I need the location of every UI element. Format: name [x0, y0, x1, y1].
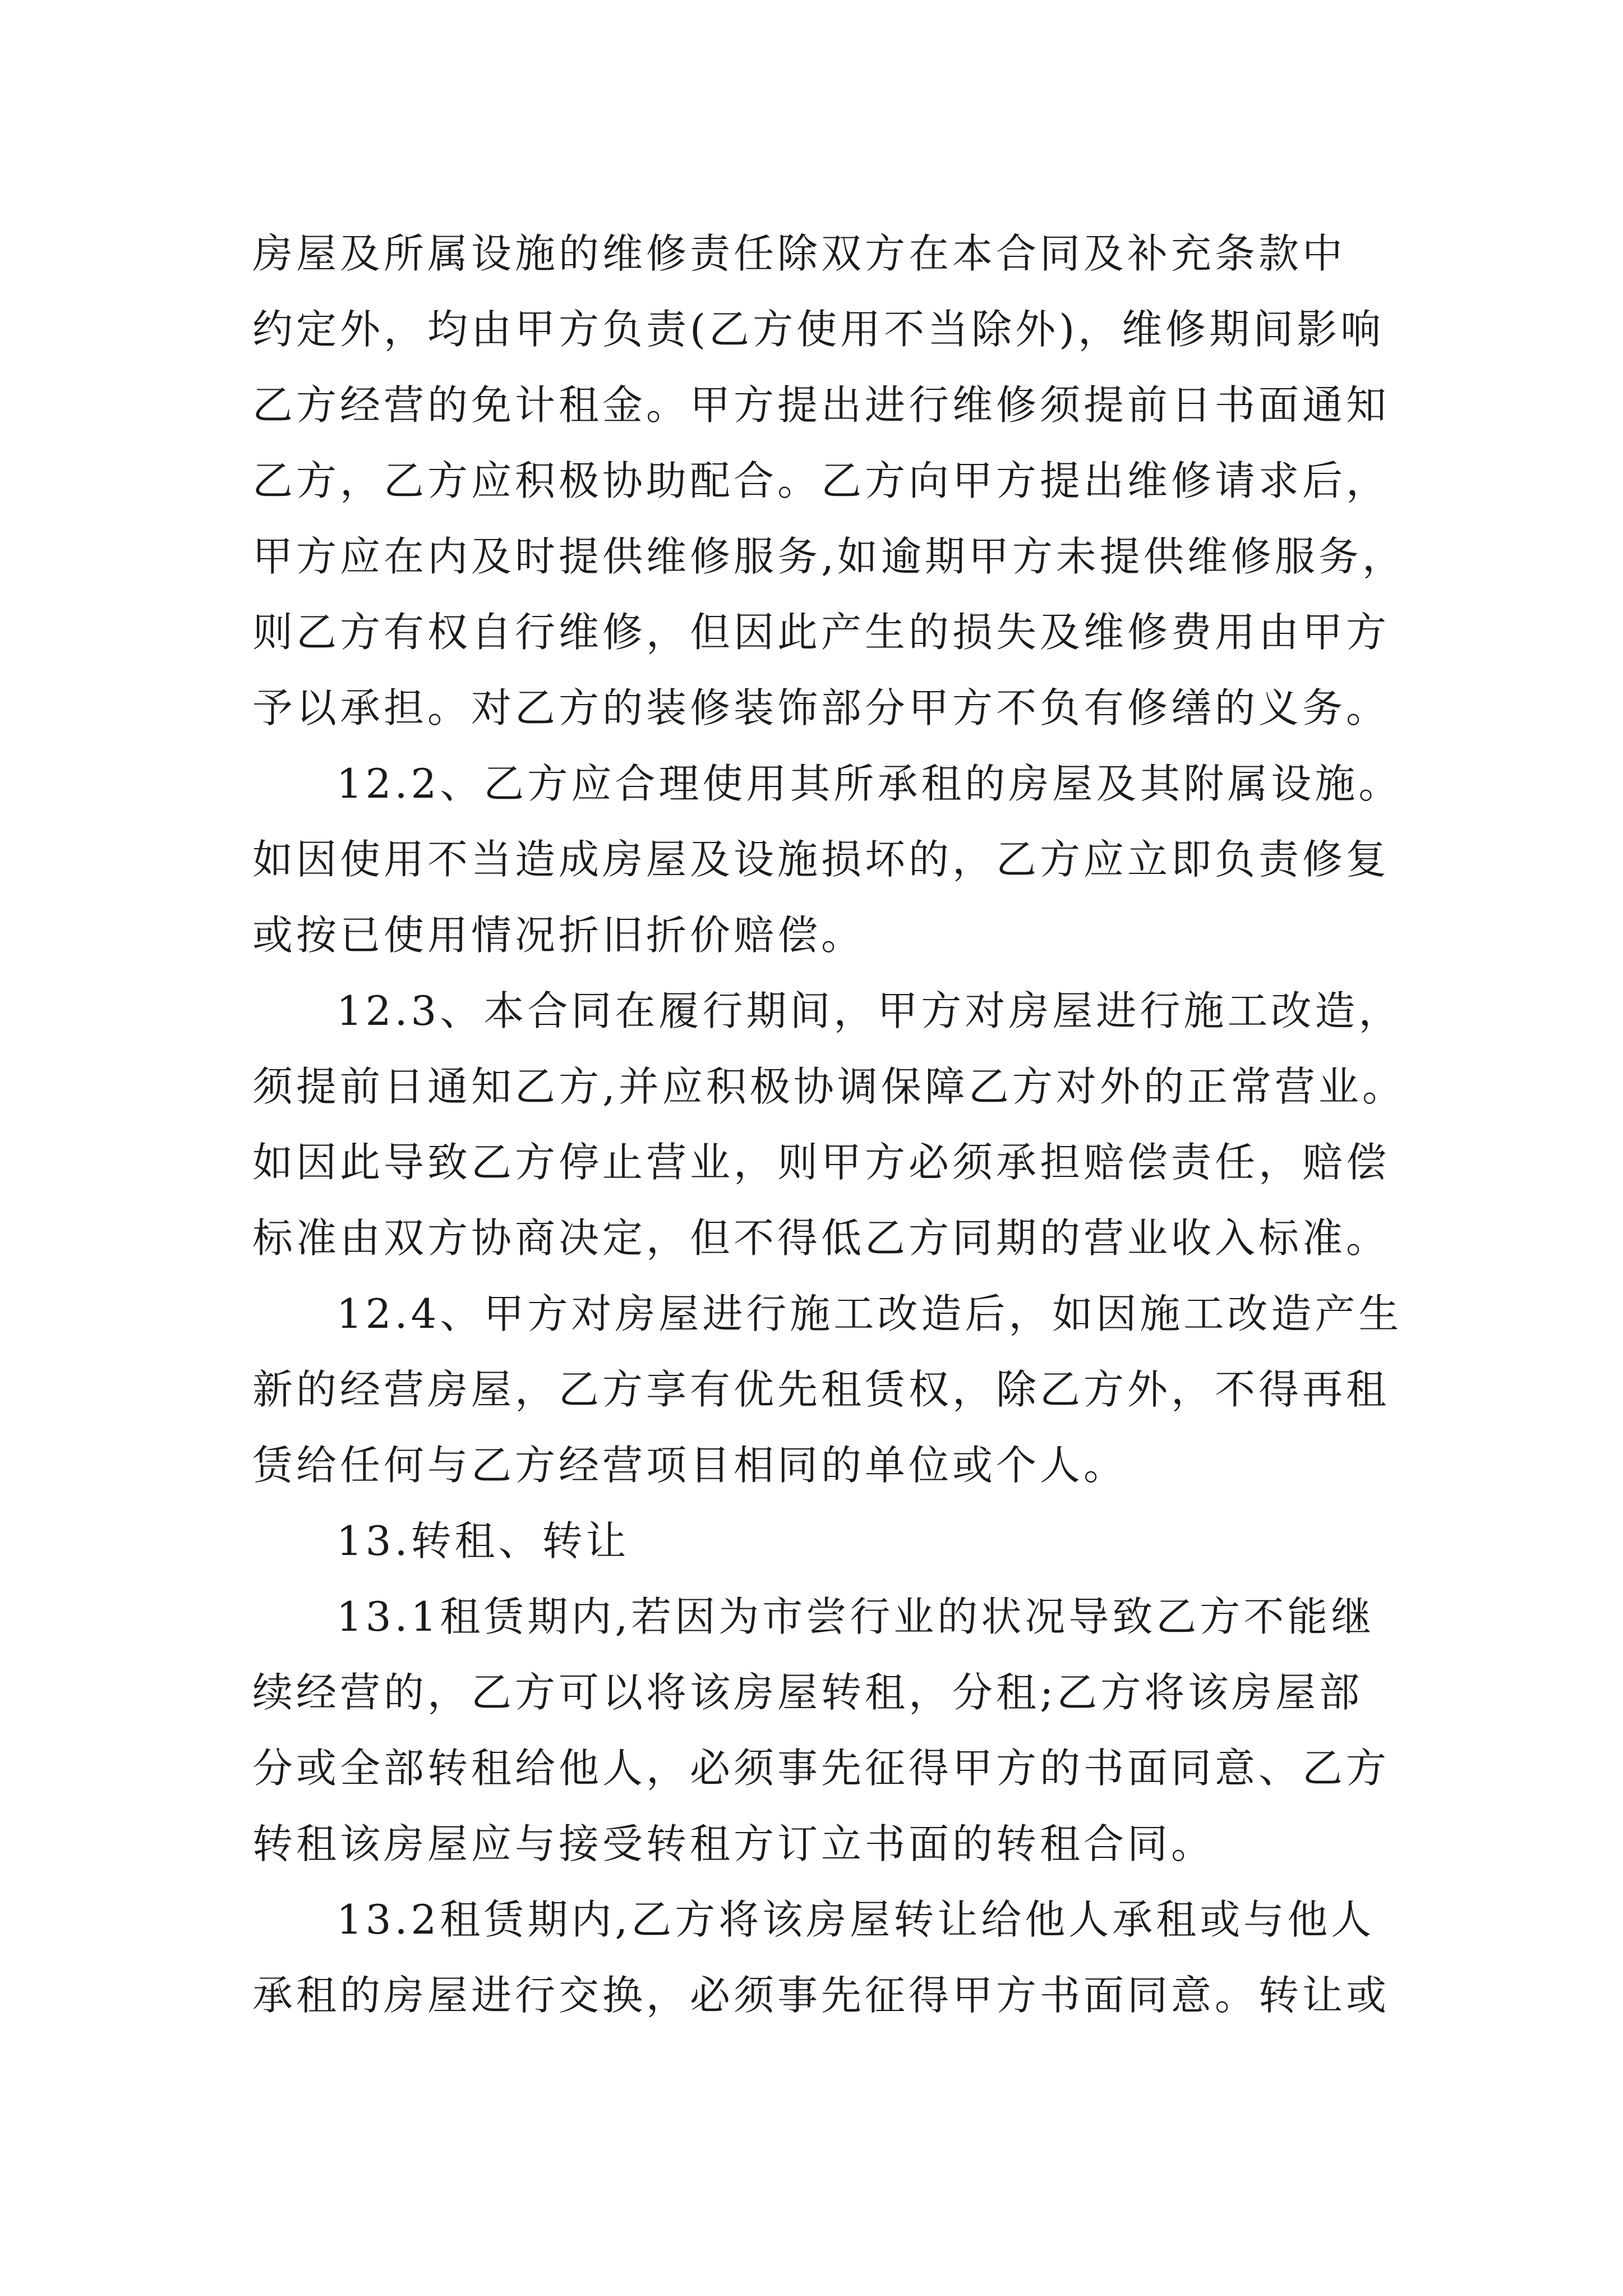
clause-12-3-line: 12.3、本合同在履行期间，甲方对房屋进行施工改造， [336, 987, 1403, 1034]
text-line: 如因使用不当造成房屋及设施损坏的，乙方应立即负责修复 [252, 836, 1390, 883]
text-line: 予以承担。对乙方的装修装饰部分甲方不负有修缮的义务。 [252, 684, 1390, 731]
text-line: 须提前日通知乙方,并应积极协调保障乙方对外的正常营业。 [252, 1063, 1406, 1110]
text-line: 则乙方有权自行维修，但因此产生的损失及维修费用由甲方 [252, 609, 1390, 656]
text-line: 标准由双方协商决定，但不得低乙方同期的营业收入标准。 [252, 1214, 1390, 1262]
text-line: 约定外，均由甲方负责(乙方使用不当除外)，维修期间影响 [252, 306, 1385, 353]
document-page [252, 216, 1406, 2033]
text-line: 或按已使用情况折旧折价赔偿。 [252, 912, 865, 959]
text-line: 房屋及所属设施的维修责任除双方在本合同及补充条款中 [252, 230, 1347, 277]
text-line: 续经营的，乙方可以将该房屋转租，分租;乙方将该房屋部 [252, 1669, 1363, 1716]
text-line: 如因此导致乙方停止营业，则甲方必须承担赔偿责任，赔偿 [252, 1139, 1390, 1186]
text-line: 乙方，乙方应积极协助配合。乙方向甲方提出维修请求后， [252, 457, 1390, 504]
clause-12-2-line: 12.2、乙方应合理使用其所承租的房屋及其附属设施。 [336, 760, 1403, 807]
text-line: 甲方应在内及时提供维修服务,如逾期甲方未提供维修服务， [252, 533, 1406, 580]
clause-13-1-line: 13.1租赁期内,若因为市尝行业的状况导致乙方不能继 [336, 1593, 1375, 1640]
text-line: 转租该房屋应与接受转租方订立书面的转租合同。 [252, 1820, 1215, 1867]
section-13-heading: 13.转租、转让 [336, 1517, 630, 1565]
text-line: 分或全部转租给他人，必须事先征得甲方的书面同意、乙方 [252, 1745, 1390, 1792]
text-line: 赁给任何与乙方经营项目相同的单位或个人。 [252, 1442, 1128, 1489]
text-line: 承租的房屋进行交换，必须事先征得甲方书面同意。转让或 [252, 1972, 1390, 2019]
clause-12-4-line: 12.4、甲方对房屋进行施工改造后，如因施工改造产生 [336, 1290, 1403, 1337]
text-line: 新的经营房屋，乙方享有优先租赁权，除乙方外，不得再租 [252, 1366, 1390, 1413]
text-line: 乙方经营的免计租金。甲方提出进行维修须提前日书面通知 [252, 381, 1390, 429]
clause-13-2-line: 13.2租赁期内,乙方将该房屋转让给他人承租或与他人 [336, 1896, 1375, 1943]
